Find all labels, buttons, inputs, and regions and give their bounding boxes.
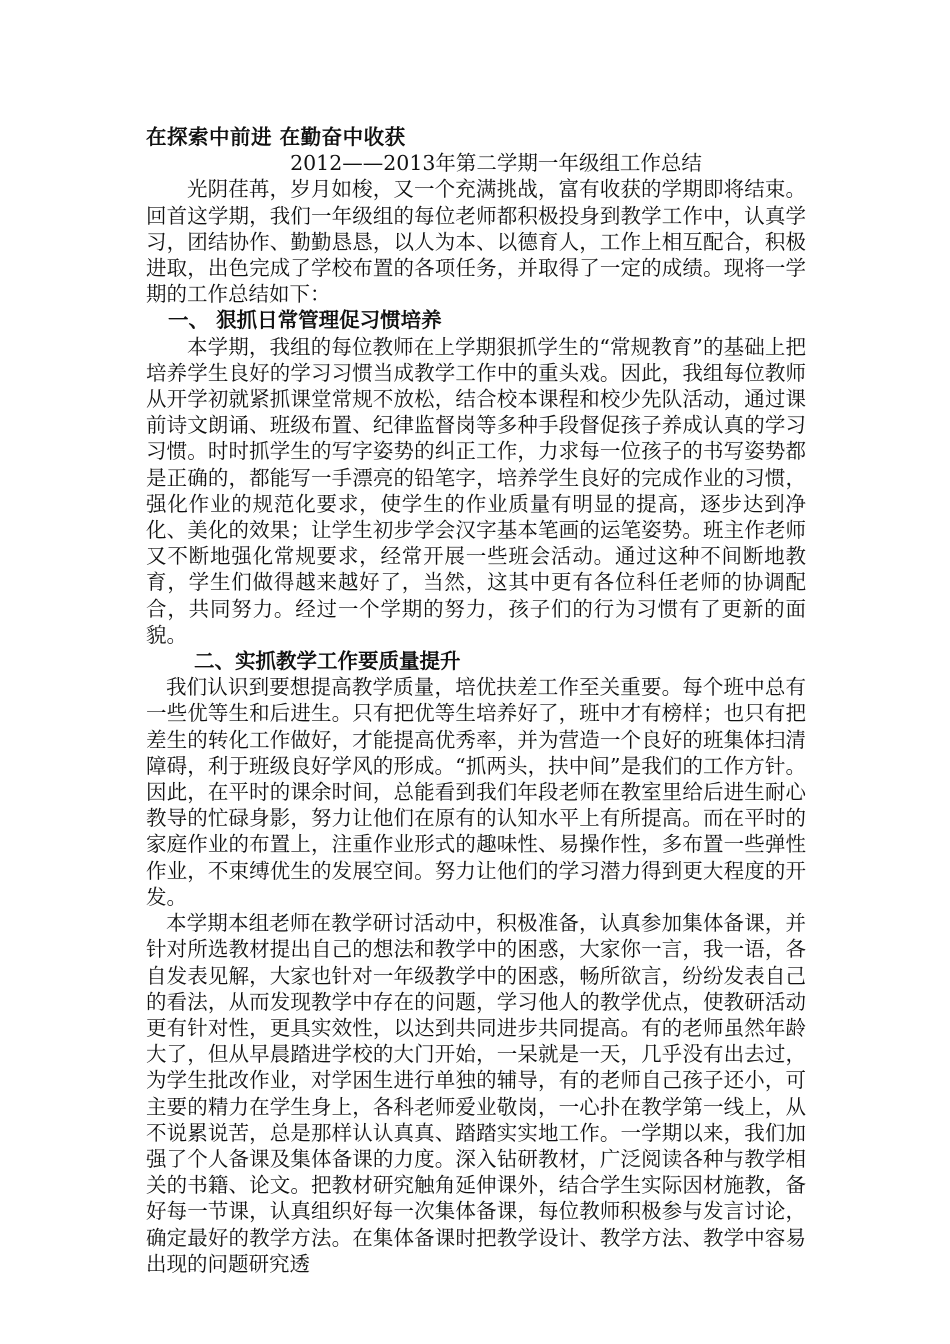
section-1-heading: 一、 狠抓日常管理促习惯培养 [168,308,442,333]
section-1-paragraph: 本学期，我组的每位教师在上学期狠抓学生的“常规教育”的基础上把培养学生良好的学习习惯当成教学工作中的重头戏。因此，我组每位教师从开学初就紧抓课堂常规不放松，结合校本课程和校少先队活动，通过课前诗文朗诵、班级布置、纪律监督岗等多种手段督促孩子养成认真的学习习惯。时时抓学生的写字姿势的纠正工作，力求每一位孩子的书写姿势都是正确的，都能写一手漂亮的铅笔字，培养学生良好的完成作业的习惯， 强化作业的规范化要求，使学生的作业质量有明显的提高，逐步达到净化、美化的效果；让学生初步学会汉字基本笔画的运笔姿势。班主作老师又不断地强化常规要求，经常开展一些班会活动。通过这种不间断地教育，学生们做得越来越好了，当然，这其中更有各位科任老师的协调配合，共同努力。经过一个学期的努力，孩子们的行为习惯有了更新的面貌。 [146,334,806,647]
document-title: 在探索中前进 在勤奋中收获 [146,125,406,149]
section-2-paragraph-2: 本学期本组老师在教学研讨活动中，积极准备，认真参加集体备课，并针对所选教材提出自己的想法和教学中的困惑，大家你一言，我一语，各自发表见解，大家也针对一年级教学中的困惑，畅所欲言，纷纷发表自己的看法，从而发现教学中存在的问题，学习他人的教学优点，使教研活动更有针对性，更具实效性，以达到共同进步共同提高。有的老师虽然年龄大了，但从早晨踏进学校的大门开始，一呆就是一天，几乎没有出去过，为学生批改作业，对学困生进行单独的辅导，有的老师自己孩子还小，可主要的精力在学生身上，各科老师爱业敬岗，一心扑在教学第一线上，从不说累说苦，总是那样认认真真、踏踏实实地工作。一学期以来，我们加强了个人备课及集体备课的力度。深入钻研教材，广泛阅读各种与教学相关的书籍、论文。把教材研究触角延伸课外，结合学生实际因材施教，备好每一节课，认真组织好每一次集体备课，每位教师积极参与发言讨论，确定最好的教学方法。在集体备课时把教学设计、教学方法、教学中容易出现的问题研究透 [146,911,806,1276]
section-2-heading: 二、实抓教学工作要质量提升 [194,649,461,674]
section-2-paragraph-1: 我们认识到要想提高教学质量，培优扶差工作至关重要。每个班中总有一些优等生和后进生。只有把优等生培养好了，班中才有榜样；也只有把差生的转化工作做好，才能提高优秀率，并为营造一个良好的班集体扫清障碍，利于班级良好学风的形成。“抓两头，扶中间”是我们的工作方针。因此，在平时的课余时间，总能看到我们年段老师在教室里给后进生耐心教导的忙碌身影，努力让他们在原有的认知水平上有所提高。而在平时的家庭作业的布置上，注重作业形式的趣味性、易操作性，多布置一些弹性作业，不束缚优生的发展空间。努力让他们的学习潜力得到更大程度的开发。 [146,675,806,909]
document-subtitle: 2012——2013年第二学期一年级组工作总结 [290,151,702,176]
document-page [146,124,806,1277]
intro-paragraph: 光阴荏苒，岁月如梭，又一个充满挑战，富有收获的学期即将结束。回首这学期，我们一年级组的每位老师都积极投身到教学工作中，认真学习，团结协作、勤勤恳恳，以人为本、以德育人，工作上相互配合，积极进取，出色完成了学校布置的各项任务，并取得了一定的成绩。现将一学期的工作总结如下： [146,177,806,307]
